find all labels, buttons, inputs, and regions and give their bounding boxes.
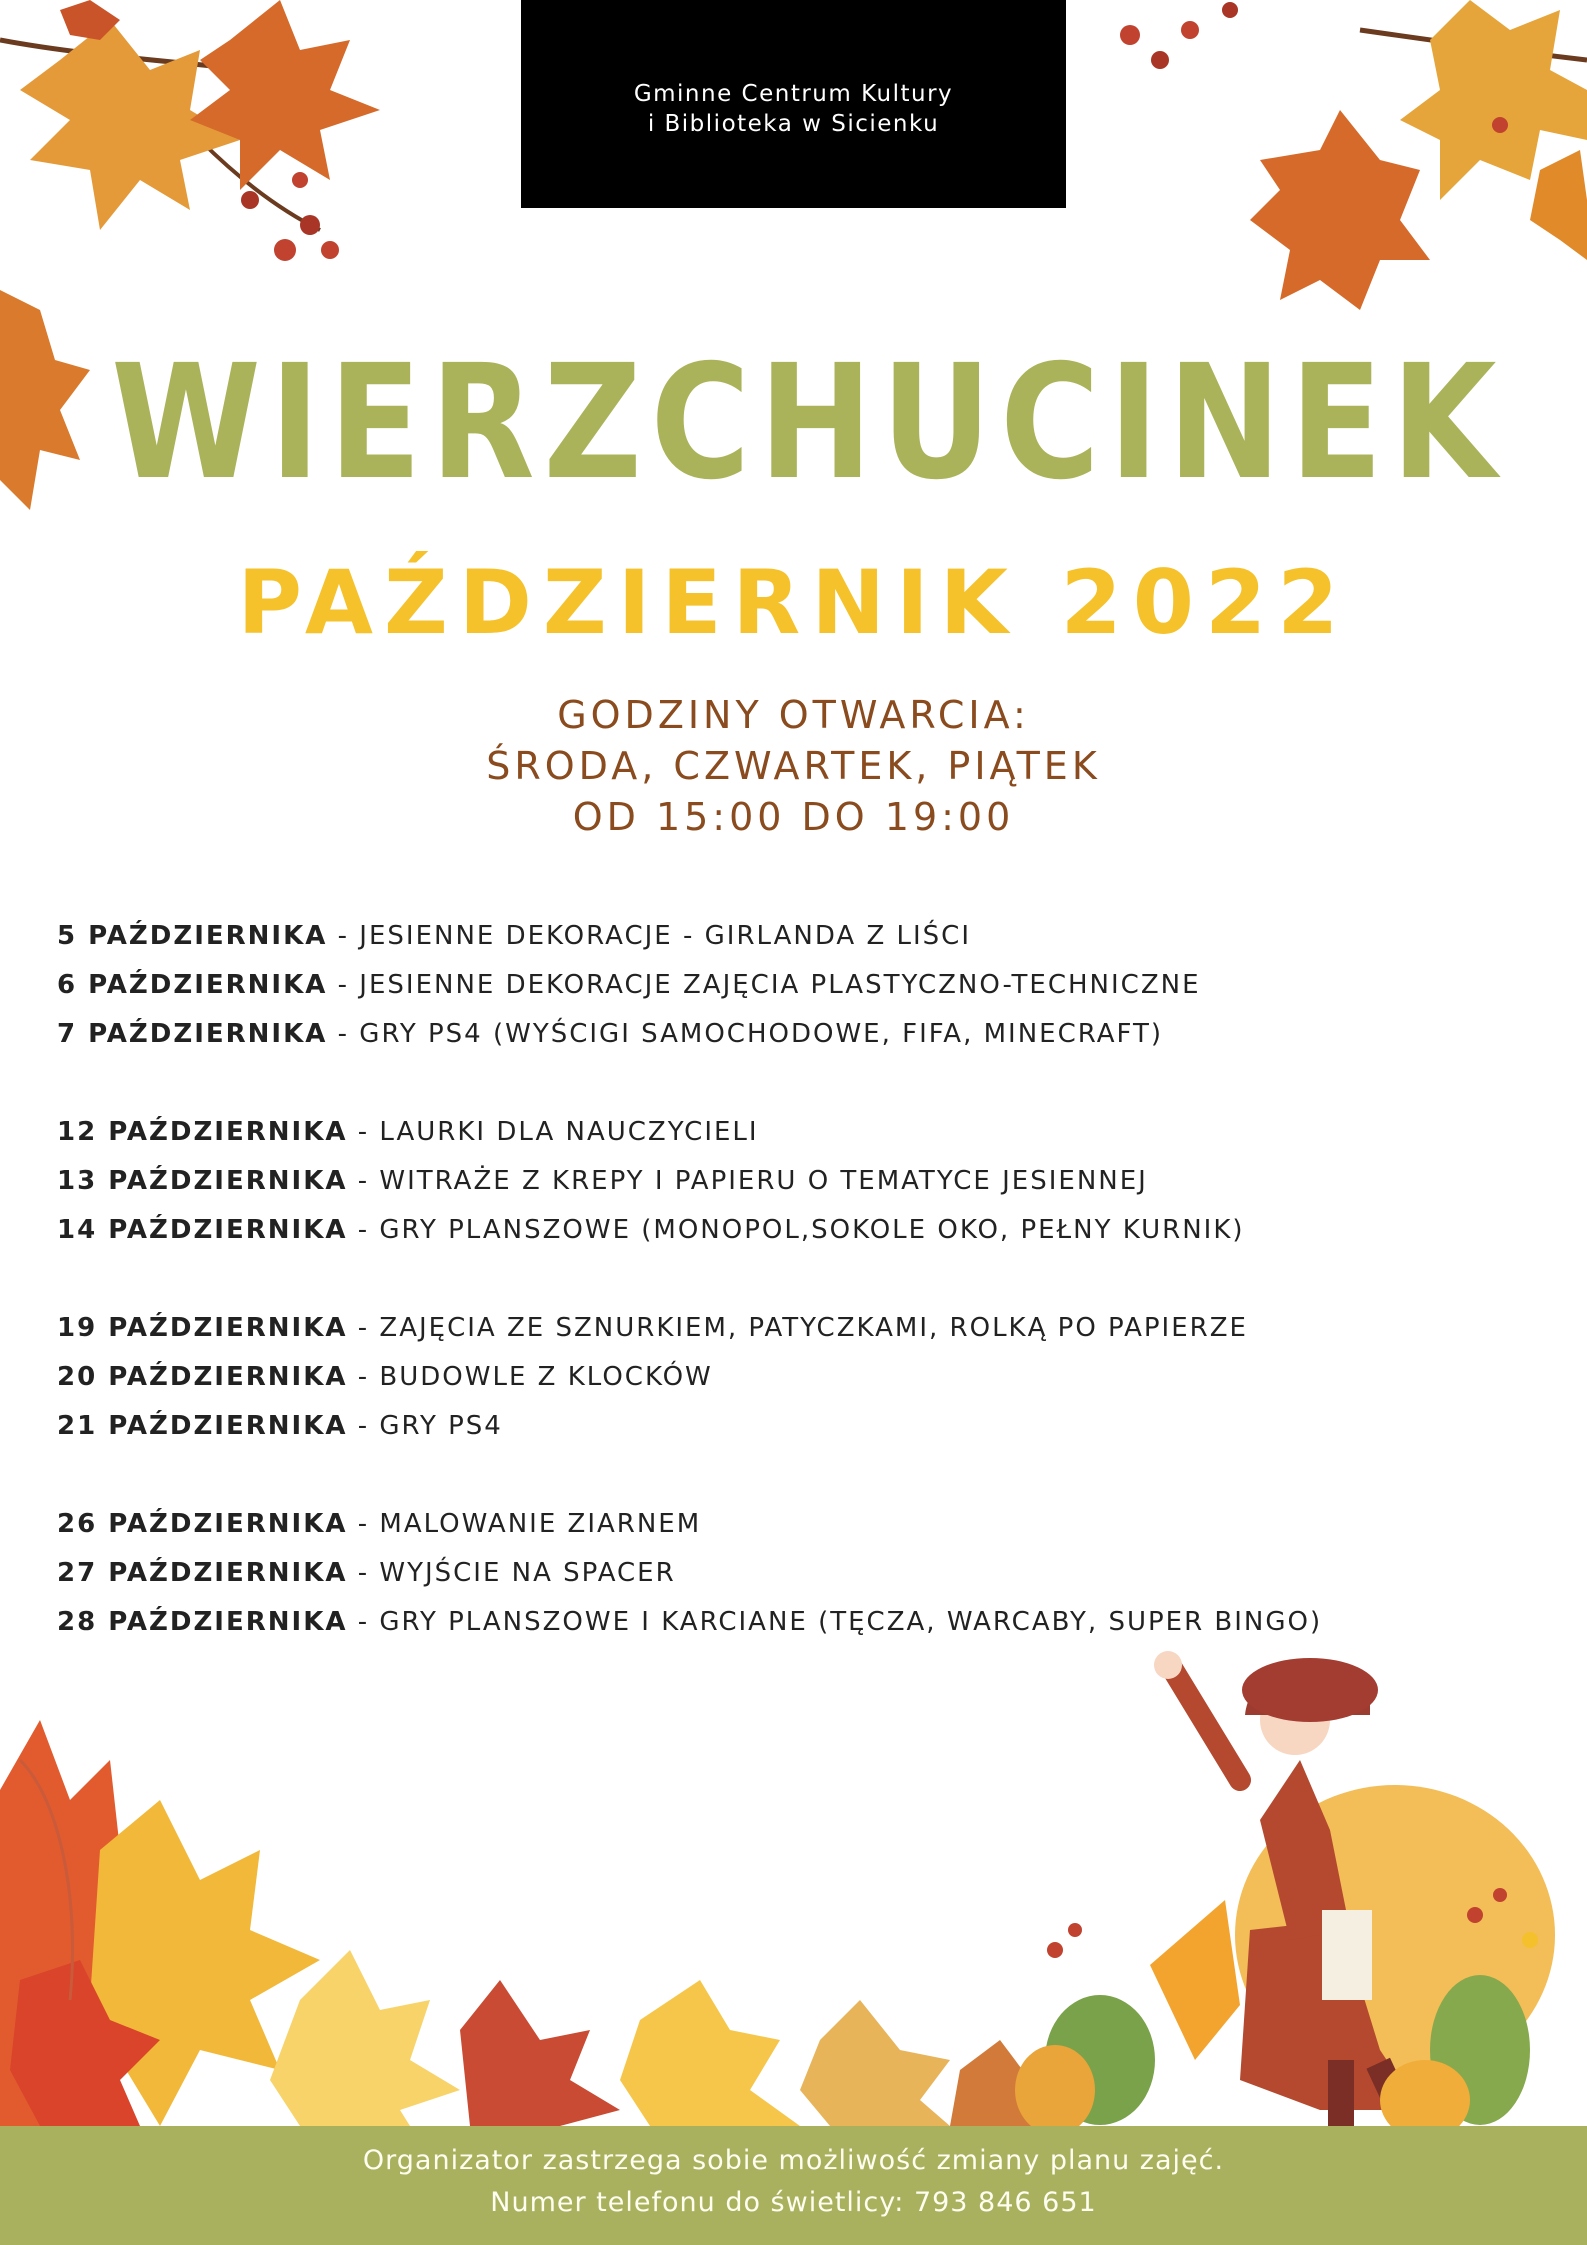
schedule-activity: - JESIENNE DEKORACJE - GIRLANDA Z LIŚCI	[327, 921, 971, 951]
schedule-item	[57, 1114, 1537, 1163]
schedule-item	[57, 1016, 1537, 1065]
schedule-activity: - GRY PLANSZOWE I KARCIANE (TĘCZA, WARCABY, SUPER BINGO)	[347, 1607, 1323, 1637]
schedule-activity: - GRY PS4 (WYŚCIGI SAMOCHODOWE, FIFA, MINECRAFT)	[327, 1019, 1164, 1049]
page-title: WIERZCHUCINEK	[111, 331, 1506, 515]
schedule-activity: - ZAJĘCIA ZE SZNURKIEM, PATYCZKAMI, ROLKĄ PO PAPIERZE	[347, 1313, 1248, 1343]
schedule-date: 19 PAŹDZIERNIKA	[57, 1313, 348, 1343]
schedule-activity: - GRY PLANSZOWE (MONOPOL,SOKOLE OKO, PEŁNY KURNIK)	[347, 1215, 1245, 1245]
girl-illustration	[1015, 1651, 1555, 2140]
organization-box	[521, 0, 1066, 208]
schedule-item	[57, 1555, 1537, 1604]
schedule-date: 27 PAŹDZIERNIKA	[57, 1558, 348, 1588]
schedule-date: 6 PAŹDZIERNIKA	[57, 970, 328, 1000]
organization-name-line2: i Biblioteka w Sicienku	[647, 111, 940, 137]
schedule-activity: - GRY PS4	[347, 1411, 503, 1441]
opening-hours	[0, 690, 1587, 843]
schedule-item	[57, 918, 1537, 967]
schedule-item	[57, 1163, 1537, 1212]
schedule-activity: - BUDOWLE Z KLOCKÓW	[347, 1362, 713, 1392]
schedule-activity: - WITRAŻE Z KREPY I PAPIERU O TEMATYCE JESIENNEJ	[347, 1166, 1148, 1196]
schedule-date: 12 PAŹDZIERNIKA	[57, 1117, 348, 1147]
schedule-item	[57, 1408, 1537, 1457]
schedule-date: 13 PAŹDZIERNIKA	[57, 1166, 348, 1196]
opening-days: ŚRODA, CZWARTEK, PIĄTEK	[486, 744, 1101, 788]
schedule-date: 5 PAŹDZIERNIKA	[57, 921, 328, 951]
organization-name-line1: Gminne Centrum Kultury	[633, 81, 954, 107]
schedule-activity: - WYJŚCIE NA SPACER	[347, 1558, 676, 1588]
schedule-date: 28 PAŹDZIERNIKA	[57, 1607, 348, 1637]
footer-phone: Numer telefonu do świetlicy: 793 846 651	[490, 2187, 1097, 2218]
schedule-item	[57, 1604, 1537, 1653]
footer-text	[0, 2140, 1587, 2224]
top-right-leaves-illustration	[1120, 0, 1587, 310]
bottom-leaves-illustration	[0, 1720, 1060, 2126]
schedule-date: 21 PAŹDZIERNIKA	[57, 1411, 348, 1441]
week-spacer	[57, 1261, 1537, 1310]
footer-disclaimer: Organizator zastrzega sobie możliwość zmiany planu zajęć.	[362, 2145, 1225, 2176]
schedule-list	[57, 918, 1537, 1653]
opening-hours-heading: GODZINY OTWARCIA:	[557, 693, 1030, 737]
schedule-activity: - MALOWANIE ZIARNEM	[347, 1509, 702, 1539]
opening-times: OD 15:00 DO 19:00	[572, 795, 1015, 839]
schedule-item	[57, 967, 1537, 1016]
schedule-activity: - LAURKI DLA NAUCZYCIELI	[347, 1117, 759, 1147]
schedule-item	[57, 1506, 1537, 1555]
schedule-date: 7 PAŹDZIERNIKA	[57, 1019, 328, 1049]
week-spacer	[57, 1457, 1537, 1506]
schedule-item	[57, 1359, 1537, 1408]
schedule-date: 14 PAŹDZIERNIKA	[57, 1215, 348, 1245]
schedule-item	[57, 1212, 1537, 1261]
page-subtitle: PAŹDZIERNIK 2022	[237, 551, 1350, 654]
schedule-date: 20 PAŹDZIERNIKA	[57, 1362, 348, 1392]
week-spacer	[57, 1065, 1537, 1114]
schedule-activity: - JESIENNE DEKORACJE ZAJĘCIA PLASTYCZNO-TECHNICZNE	[327, 970, 1201, 1000]
schedule-item	[57, 1310, 1537, 1359]
schedule-date: 26 PAŹDZIERNIKA	[57, 1509, 348, 1539]
